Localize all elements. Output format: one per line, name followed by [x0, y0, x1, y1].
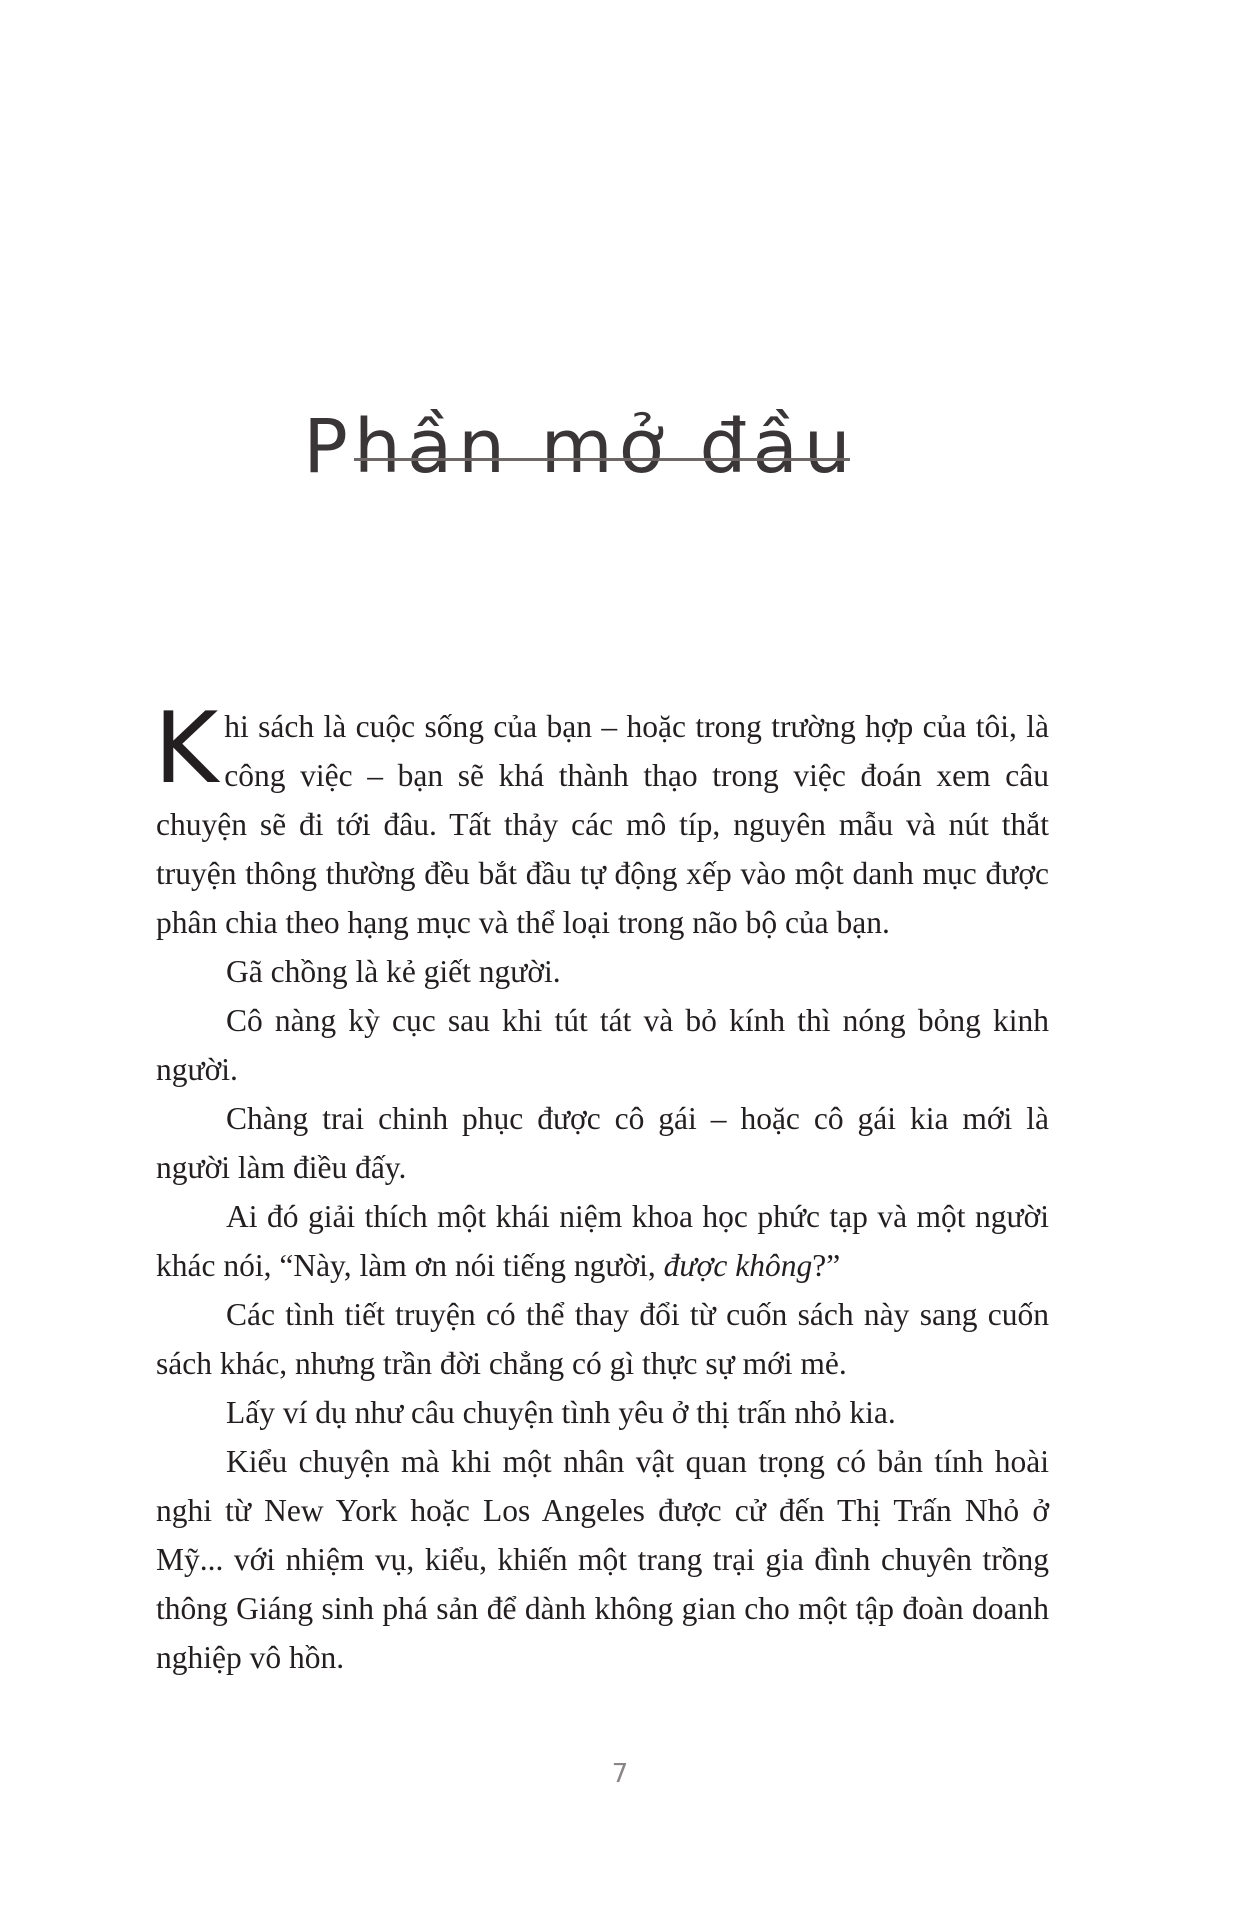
paragraph-5: [156, 1192, 1049, 1290]
page-number: 7: [611, 1759, 629, 1789]
paragraph-8: Kiểu chuyện mà khi một nhân vật quan trọng có bản tính hoài nghi từ New York hoặc Los Angeles được cử đến Thị Trấn Nhỏ ở Mỹ... với nhiệm vụ, kiểu, khiến một trang trại gia đình chuyên trồng thông Giáng sinh phá sản để dành không gian cho một tập đoàn doanh nghiệp vô hồn.: [156, 1444, 1049, 1675]
title-underline: [354, 458, 850, 461]
chapter-body: [154, 692, 1049, 1682]
paragraph-7: Lấy ví dụ như câu chuyện tình yêu ở thị trấn nhỏ kia.: [226, 1395, 896, 1430]
paragraph-3: Cô nàng kỳ cục sau khi tút tát và bỏ kính thì nóng bỏng kinh người.: [156, 1003, 1049, 1087]
paragraph-5-emphasis: được không: [663, 1248, 813, 1283]
paragraph-5-end: ?”: [812, 1248, 841, 1283]
paragraph-2: Gã chồng là kẻ giết người.: [226, 954, 561, 989]
paragraph-1: [154, 692, 1049, 947]
chapter-title: Phần mở đầu: [303, 403, 857, 490]
drop-cap: K: [154, 692, 219, 806]
paragraph-5-text: Ai đó giải thích một khái niệm khoa học phức tạp và một người khác nói, “Này, làm ơn nói tiếng người,: [156, 1199, 1049, 1283]
paragraph-6: Các tình tiết truyện có thể thay đổi từ cuốn sách này sang cuốn sách khác, nhưng trần đời chẳng có gì thực sự mới mẻ.: [156, 1297, 1049, 1381]
paragraph-1-text: hi sách là cuộc sống của bạn – hoặc trong trường hợp của tôi, là công việc – bạn sẽ khá thành thạo trong việc đoán xem câu chuyện sẽ đi tới đâu. Tất thảy các mô típ, nguyên mẫu và nút thắt truyện thông thường đều bắt đầu tự động xếp vào một danh mục được phân chia theo hạng mục và thể loại trong não bộ của bạn.: [156, 709, 1049, 940]
paragraph-4: Chàng trai chinh phục được cô gái – hoặc cô gái kia mới là người làm điều đấy.: [156, 1101, 1049, 1185]
